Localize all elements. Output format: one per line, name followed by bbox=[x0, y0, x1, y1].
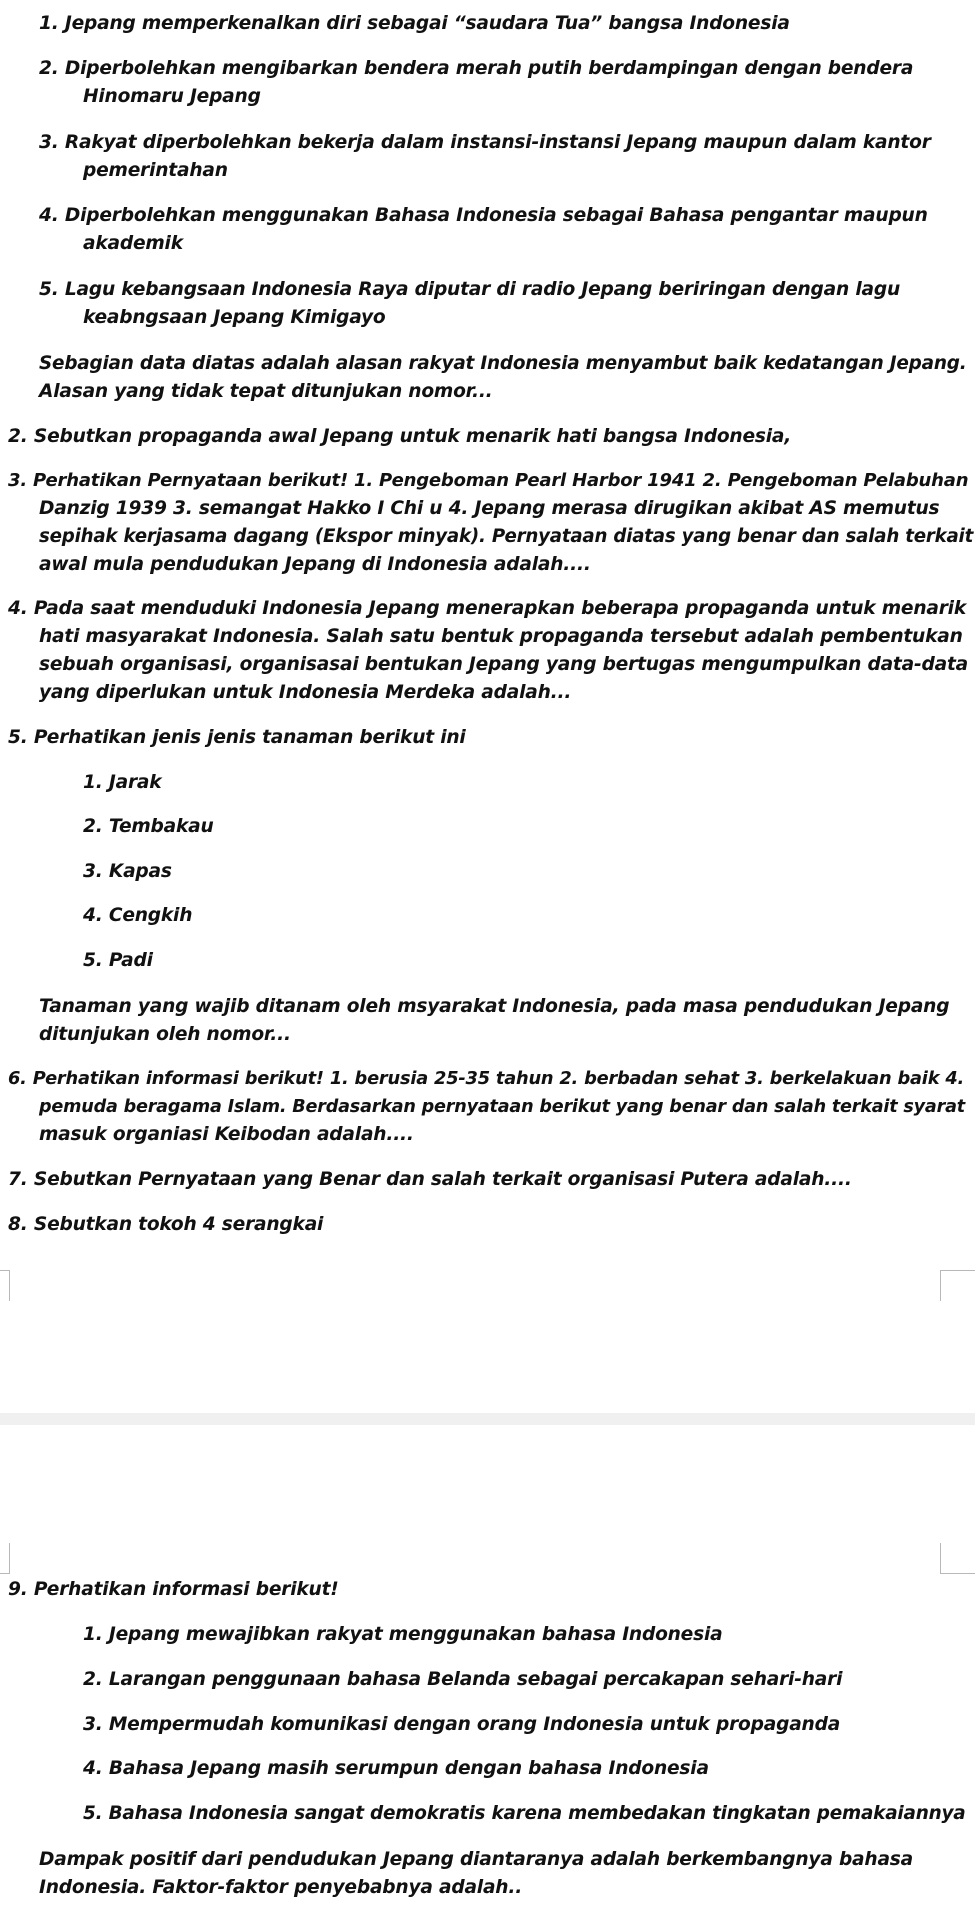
question-3-line: awal mula pendudukan Jepang di Indonesia adalah.... bbox=[39, 554, 591, 575]
question-9: 9. Perhatikan informasi berikut! bbox=[8, 1579, 339, 1600]
question-7: 7. Sebutkan Pernyataan yang Benar dan salah terkait organisasi Putera adalah.... bbox=[8, 1169, 852, 1190]
option-item: 3. Kapas bbox=[83, 861, 172, 882]
question-2: 2. Sebutkan propaganda awal Jepang untuk menarik hati bangsa Indonesia, bbox=[8, 426, 792, 447]
list-item: 4. Diperbolehkan menggunakan Bahasa Indonesia sebagai Bahasa pengantar maupun bbox=[39, 205, 928, 226]
question-6-line: masuk organiasi Keibodan adalah.... bbox=[39, 1124, 414, 1145]
list-item-continuation: akademik bbox=[83, 233, 183, 254]
question-4-line: yang diperlukan untuk Indonesia Merdeka adalah... bbox=[39, 682, 572, 703]
question-6: 6. Perhatikan informasi berikut! 1. berusia 25-35 tahun 2. berbadan sehat 3. berkelakuan baik 4. bbox=[8, 1068, 965, 1089]
question-3-line: Danzig 1939 3. semangat Hakko I Chi u 4. Jepang merasa dirugikan akibat AS memutus bbox=[39, 498, 940, 519]
question-3-line: sepihak kerjasama dagang (Ekspor minyak). Pernyataan diatas yang benar dan salah terkait bbox=[39, 526, 974, 547]
list-item-continuation: Hinomaru Jepang bbox=[83, 86, 261, 107]
question-text: Alasan yang tidak tepat ditunjukan nomor... bbox=[39, 381, 493, 402]
option-item: 4. Bahasa Jepang masih serumpun dengan bahasa Indonesia bbox=[83, 1758, 709, 1779]
question-text: ditunjukan oleh nomor... bbox=[39, 1024, 291, 1045]
question-text: Sebagian data diatas adalah alasan rakyat Indonesia menyambut baik kedatangan Jepang. bbox=[39, 353, 967, 374]
option-item: 2. Tembakau bbox=[83, 816, 214, 837]
question-text: Tanaman yang wajib ditanam oleh msyarakat Indonesia, pada masa pendudukan Jepang bbox=[39, 996, 950, 1017]
question-text: Dampak positif dari pendudukan Jepang diantaranya adalah berkembangnya bahasa bbox=[39, 1849, 914, 1870]
question-4-line: hati masyarakat Indonesia. Salah satu bentuk propaganda tersebut adalah pembentukan bbox=[39, 626, 963, 647]
option-item: 1. Jepang mewajibkan rakyat menggunakan bahasa Indonesia bbox=[83, 1624, 723, 1645]
option-item: 5. Padi bbox=[83, 950, 153, 971]
question-3: 3. Perhatikan Pernyataan berikut! 1. Pengeboman Pearl Harbor 1941 2. Pengeboman Pelabuhan bbox=[8, 470, 969, 491]
option-item: 3. Mempermudah komunikasi dengan orang Indonesia untuk propaganda bbox=[83, 1714, 841, 1735]
list-item: 2. Diperbolehkan mengibarkan bendera merah putih berdampingan dengan bendera bbox=[39, 58, 914, 79]
option-item: 5. Bahasa Indonesia sangat demokratis karena membedakan tingkatan pemakaiannya bbox=[83, 1803, 966, 1824]
page-corner-mark-bottom-right bbox=[940, 1270, 975, 1301]
question-5: 5. Perhatikan jenis jenis tanaman berikut ini bbox=[8, 727, 466, 748]
option-item: 2. Larangan penggunaan bahasa Belanda sebagai percakapan sehari-hari bbox=[83, 1669, 843, 1690]
question-4-line: sebuah organisasi, organisasai bentukan Jepang yang bertugas mengumpulkan data-data bbox=[39, 654, 968, 675]
option-item: 1. Jarak bbox=[83, 772, 162, 793]
option-item: 4. Cengkih bbox=[83, 905, 193, 926]
question-text: Indonesia. Faktor-faktor penyebabnya adalah.. bbox=[39, 1877, 523, 1898]
document-page-2 bbox=[0, 1425, 975, 1908]
question-6-line: pemuda beragama Islam. Berdasarkan pernyataan berikut yang benar dan salah terkait syarat bbox=[39, 1097, 965, 1117]
page-corner-mark-bottom-left bbox=[0, 1270, 10, 1301]
question-8: 8. Sebutkan tokoh 4 serangkai bbox=[8, 1214, 324, 1235]
page-corner-mark-top-left bbox=[0, 1543, 10, 1574]
list-item: 1. Jepang memperkenalkan diri sebagai “saudara Tua” bangsa Indonesia bbox=[39, 13, 790, 34]
page-separator bbox=[0, 1413, 975, 1425]
page-corner-mark-top-right bbox=[940, 1543, 975, 1574]
list-item-continuation: pemerintahan bbox=[83, 160, 228, 181]
list-item: 3. Rakyat diperbolehkan bekerja dalam instansi-instansi Jepang maupun dalam kantor bbox=[39, 132, 931, 153]
question-4: 4. Pada saat menduduki Indonesia Jepang menerapkan beberapa propaganda untuk menarik bbox=[8, 598, 967, 619]
list-item-continuation: keabngsaan Jepang Kimigayo bbox=[83, 307, 386, 328]
list-item: 5. Lagu kebangsaan Indonesia Raya diputar di radio Jepang beriringan dengan lagu bbox=[39, 279, 900, 300]
